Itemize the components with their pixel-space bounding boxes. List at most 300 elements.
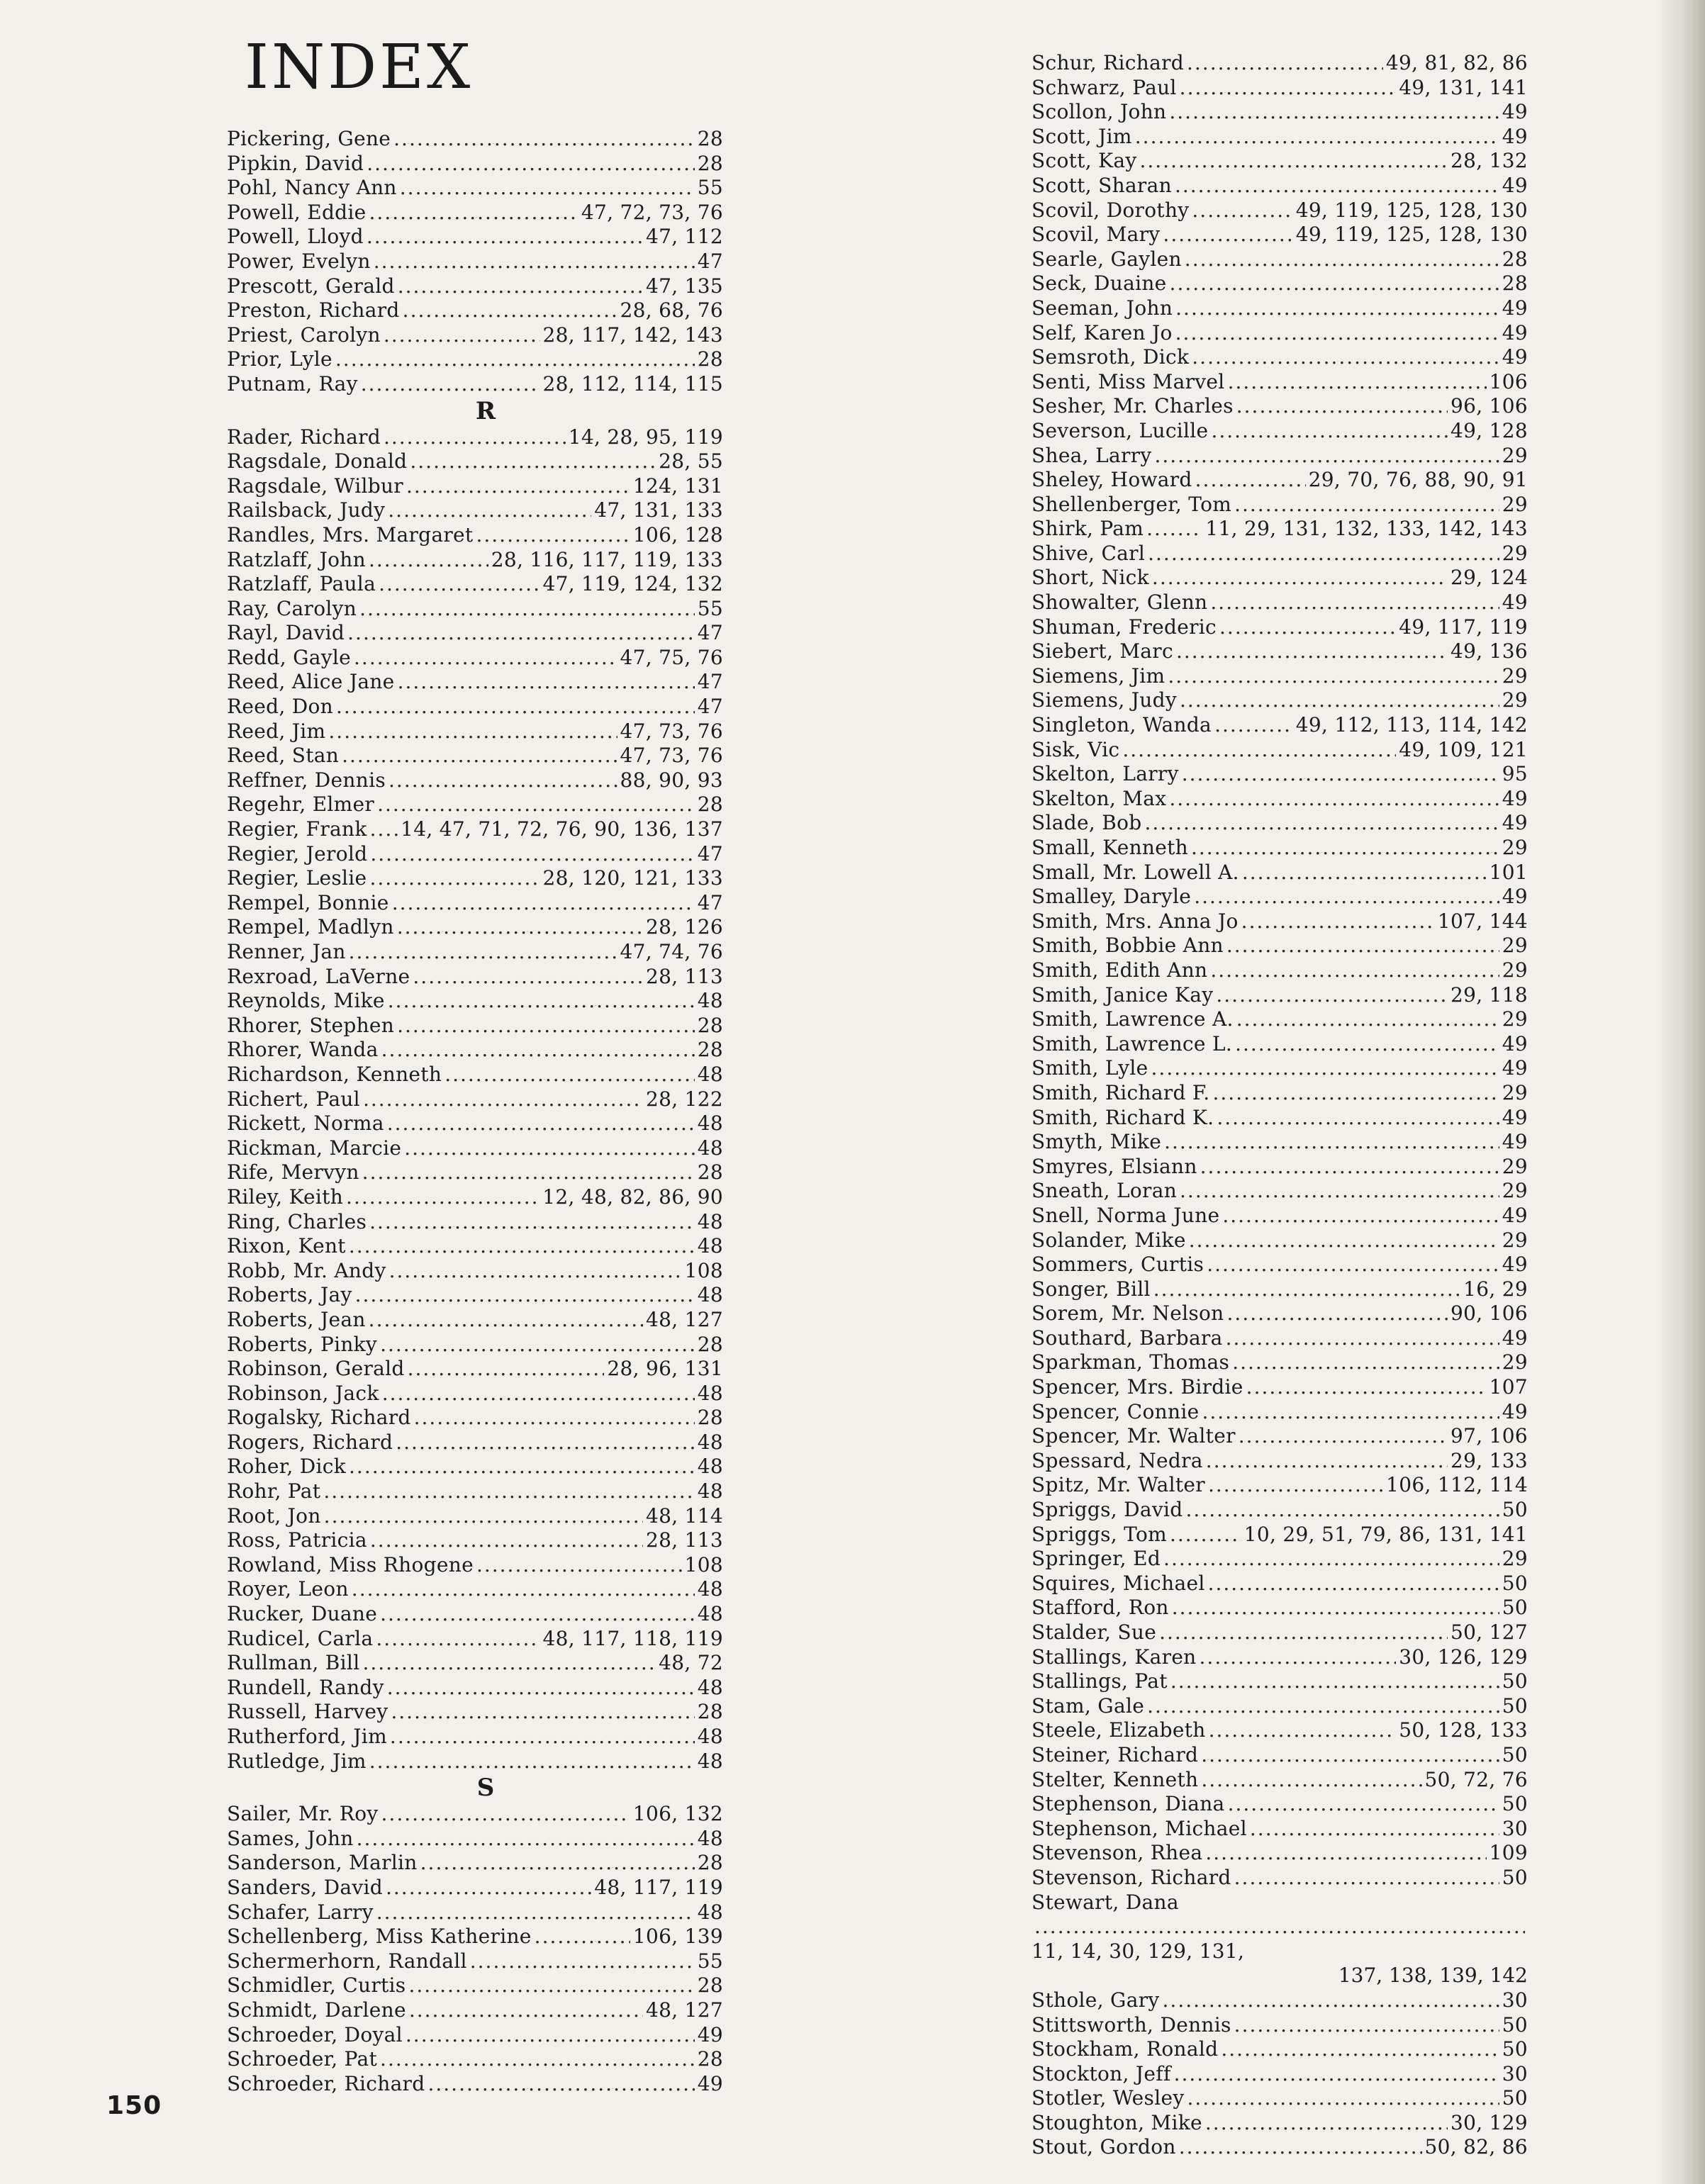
- entry-name: Stotler, Wesley: [1032, 2086, 1185, 2110]
- index-entry: [1032, 1866, 1528, 1891]
- entry-name: Pohl, Nancy Ann: [227, 176, 397, 200]
- leader-dots: [1239, 1424, 1448, 1449]
- entry-name: Smith, Lawrence L.: [1032, 1031, 1233, 1055]
- leader-dots: [347, 621, 695, 646]
- entry-pages: 47, 112: [646, 225, 723, 249]
- entry-pages: 47, 119, 124, 132: [542, 572, 723, 596]
- index-entry: [227, 323, 723, 348]
- entry-name: Snell, Norma June: [1032, 1203, 1220, 1227]
- leader-dots: [369, 1749, 695, 1774]
- entry-name: Sthole, Gary: [1032, 1988, 1160, 2012]
- leader-dots: [362, 1651, 656, 1676]
- index-entry: [1032, 1253, 1528, 1277]
- entry-pages: 29: [1502, 443, 1528, 467]
- leader-dots: [1172, 1596, 1499, 1620]
- index-entry: [227, 176, 723, 201]
- leader-dots: [1242, 861, 1487, 885]
- entry-pages: 107: [1489, 1375, 1528, 1399]
- entry-name: Railsback, Judy: [227, 498, 386, 522]
- leader-dots: [1202, 1400, 1499, 1425]
- leader-dots: [1226, 934, 1499, 958]
- leader-dots: [379, 572, 540, 597]
- entry-name: Renner, Jan: [227, 940, 346, 963]
- entry-name: Rixon, Kent: [227, 1234, 346, 1258]
- index-entry: [227, 1504, 723, 1529]
- leader-dots: [1180, 76, 1397, 101]
- page-edge-shadow: [1655, 0, 1705, 2184]
- entry-pages: 50, 128, 133: [1399, 1718, 1528, 1742]
- index-entry: [1032, 125, 1528, 150]
- leader-dots: [390, 1725, 695, 1749]
- index-entry: [227, 225, 723, 250]
- entry-name: Power, Evelyn: [227, 249, 371, 273]
- entry-pages: 29: [1502, 1154, 1528, 1178]
- entry-pages: 49, 131, 141: [1399, 75, 1528, 99]
- index-entry: [227, 1479, 723, 1504]
- entry-pages: 49, 119, 125, 128, 130: [1295, 198, 1528, 222]
- entry-name: Reed, Stan: [227, 744, 340, 768]
- leader-dots: [1034, 1915, 1525, 1939]
- index-entry: [227, 1676, 723, 1701]
- index-entry: [227, 2072, 723, 2097]
- index-entry: [227, 1602, 723, 1627]
- entry-name: Rucker, Duane: [227, 1602, 378, 1626]
- entry-name: Powell, Lloyd: [227, 225, 364, 249]
- entry-name: Rowland, Miss Rhogene: [227, 1552, 474, 1577]
- leader-dots: [386, 1876, 591, 1900]
- entry-pages: 29: [1502, 958, 1528, 982]
- entry-pages: 55: [697, 176, 723, 200]
- entry-name: Shive, Carl: [1032, 541, 1146, 565]
- index-entry: [1032, 1841, 1528, 1866]
- index-entry: [1032, 1694, 1528, 1719]
- entry-name: Root, Jon: [227, 1503, 321, 1528]
- entry-name: Schwarz, Paul: [1032, 75, 1177, 99]
- index-entry: [227, 1627, 723, 1652]
- entry-name: Scott, Kay: [1032, 149, 1137, 173]
- index-entry: [1032, 149, 1528, 174]
- index-entry: [227, 1087, 723, 1112]
- entry-pages: 95: [1502, 762, 1528, 786]
- entry-name: Self, Karen Jo: [1032, 320, 1173, 345]
- leader-dots: [384, 323, 540, 348]
- index-entry: [227, 1700, 723, 1725]
- entry-name: Stewart, Dana: [1032, 1890, 1179, 1914]
- leader-dots: [352, 1577, 695, 1602]
- entry-pages: 50: [1502, 1865, 1528, 1889]
- entry-pages: 28, 68, 76: [620, 298, 723, 323]
- entry-pages: 50: [1502, 1742, 1528, 1766]
- index-entry: [227, 1925, 723, 1949]
- index-entry: [227, 1455, 723, 1479]
- leader-dots: [1179, 2135, 1422, 2160]
- index-entry: [1032, 811, 1528, 836]
- entry-pages: 49, 109, 121: [1399, 737, 1528, 761]
- entry-pages: 28, 117, 142, 143: [542, 323, 723, 347]
- entry-pages: 49, 81, 82, 86: [1385, 51, 1528, 74]
- entry-name: Severson, Lucille: [1032, 418, 1209, 442]
- leader-dots: [398, 670, 695, 695]
- entry-name: Powell, Eddie: [227, 200, 367, 224]
- index-entry: [1032, 1792, 1528, 1817]
- leader-dots: [369, 201, 578, 225]
- entry-name: Steele, Elizabeth: [1032, 1718, 1206, 1742]
- leader-dots: [335, 347, 695, 372]
- entry-name: Steiner, Richard: [1032, 1742, 1199, 1766]
- index-entry: [227, 1283, 723, 1308]
- index-entry: [1032, 2135, 1528, 2160]
- entry-name: Reynolds, Mike: [227, 989, 385, 1013]
- entry-pages: 49: [1502, 1399, 1528, 1423]
- leader-dots: [1205, 2111, 1448, 2136]
- entry-pages: 50, 82, 86: [1424, 2135, 1528, 2159]
- entry-name: Reed, Alice Jane: [227, 670, 395, 694]
- index-entry: [227, 768, 723, 793]
- entry-pages: 28, 55: [659, 449, 723, 474]
- entry-pages: 106, 112, 114: [1386, 1473, 1528, 1497]
- entry-pages: 49, 136: [1450, 639, 1528, 663]
- index-entry: [1032, 2086, 1528, 2111]
- entry-name: Rutherford, Jim: [227, 1725, 387, 1748]
- entry-name: Sailer, Mr. Roy: [227, 1802, 379, 1826]
- entry-pages: 29: [1502, 492, 1528, 516]
- leader-dots: [392, 891, 695, 916]
- leader-dots: [1147, 1694, 1499, 1719]
- index-entry: [1032, 1669, 1528, 1694]
- entry-pages: 28, 132: [1450, 149, 1528, 173]
- index-entry: [1032, 247, 1528, 272]
- leader-dots: [1210, 958, 1499, 983]
- leader-dots: [1214, 713, 1293, 738]
- leader-dots: [369, 1308, 643, 1333]
- leader-dots: [1200, 1155, 1499, 1180]
- entry-pages: 49: [697, 2022, 723, 2046]
- entry-name: Slade, Bob: [1032, 811, 1142, 835]
- entry-pages: 48: [697, 1430, 723, 1454]
- index-entry: [1032, 1891, 1528, 1988]
- leader-dots: [1175, 321, 1499, 346]
- index-entry: [227, 474, 723, 499]
- entry-name: Priest, Carolyn: [227, 323, 381, 347]
- index-entry: [1032, 1228, 1528, 1253]
- leader-dots: [408, 1973, 694, 1998]
- leader-dots: [1234, 493, 1499, 517]
- entry-name: Spriggs, David: [1032, 1498, 1183, 1522]
- entry-pages: 47: [697, 695, 723, 719]
- entry-name: Smalley, Daryle: [1032, 885, 1192, 909]
- leader-dots: [349, 1234, 695, 1259]
- entry-name: Rohr, Pat: [227, 1479, 321, 1503]
- entry-pages: 29, 124: [1450, 566, 1528, 590]
- index-entry: [227, 965, 723, 990]
- leader-dots: [400, 176, 695, 201]
- leader-dots: [397, 1014, 695, 1038]
- index-entry: [227, 2047, 723, 2072]
- entry-name: Roberts, Jay: [227, 1283, 352, 1307]
- leader-dots: [476, 1553, 682, 1578]
- index-entry: [1032, 100, 1528, 125]
- entry-pages: 49: [697, 2071, 723, 2095]
- leader-dots: [406, 2023, 695, 2048]
- index-entry: [227, 274, 723, 299]
- index-entry: [227, 1528, 723, 1553]
- leader-dots: [420, 1851, 695, 1876]
- index-entry: [1032, 223, 1528, 247]
- index-entry: [227, 1725, 723, 1749]
- entry-name: Rife, Mervyn: [227, 1160, 359, 1185]
- leader-dots: [380, 1602, 695, 1627]
- leader-dots: [393, 127, 695, 152]
- entry-pages: 29: [1502, 1547, 1528, 1571]
- index-entry: [1032, 2037, 1528, 2062]
- leader-dots: [377, 793, 695, 817]
- index-entry: [1032, 762, 1528, 787]
- leader-dots: [359, 597, 695, 622]
- entry-name: Preston, Richard: [227, 298, 400, 323]
- entry-pages: 28, 112, 114, 115: [542, 371, 723, 396]
- entry-pages: 47: [697, 670, 723, 694]
- entry-pages: 48, 117, 118, 119: [542, 1626, 723, 1650]
- index-entry: [1032, 639, 1528, 664]
- entry-name: Regehr, Elmer: [227, 793, 375, 817]
- leader-dots: [404, 1136, 695, 1161]
- entry-name: Sheley, Howard: [1032, 468, 1192, 492]
- page-number: 150: [106, 2091, 162, 2120]
- entry-pages: 49, 112, 113, 114, 142: [1295, 713, 1528, 737]
- index-entry: [227, 670, 723, 695]
- entry-name: Ratzlaff, John: [227, 547, 366, 571]
- entry-pages: 28: [697, 1038, 723, 1062]
- index-entry: [227, 449, 723, 474]
- entry-pages: 28: [697, 2047, 723, 2071]
- leader-dots: [1194, 885, 1499, 909]
- entry-name: Rutledge, Jim: [227, 1749, 367, 1773]
- entry-pages: 50: [1502, 2086, 1528, 2110]
- entry-pages: 30: [1502, 1816, 1528, 1840]
- index-entry: [1032, 51, 1528, 76]
- index-entry: [227, 1949, 723, 1974]
- index-entry: [227, 597, 723, 622]
- entry-name: Small, Kenneth: [1032, 836, 1188, 859]
- leader-dots: [361, 372, 540, 397]
- entry-pages: 97, 106: [1450, 1424, 1528, 1448]
- entry-name: Rempel, Madlyn: [227, 915, 394, 939]
- entry-pages: 49: [1502, 1031, 1528, 1055]
- entry-name: Redd, Gayle: [227, 645, 352, 669]
- leader-dots: [1208, 1473, 1383, 1498]
- index-entry: [227, 201, 723, 225]
- leader-dots: [1219, 615, 1396, 640]
- index-entry: [227, 1876, 723, 1900]
- entry-name: Southard, Barbara: [1032, 1326, 1223, 1350]
- entry-pages: 48: [697, 1749, 723, 1773]
- entry-name: Stephenson, Michael: [1032, 1816, 1247, 1840]
- entry-name: Seeman, John: [1032, 296, 1173, 320]
- entry-name: Spencer, Mrs. Birdie: [1032, 1375, 1243, 1399]
- entry-pages: 49: [1502, 786, 1528, 810]
- entry-pages: 47: [697, 249, 723, 273]
- index-entry: [227, 2023, 723, 2048]
- entry-pages: 107, 144: [1437, 909, 1528, 933]
- entry-name: Putnam, Ray: [227, 371, 358, 396]
- entry-pages: 30: [1502, 2061, 1528, 2085]
- index-entry: [1032, 517, 1528, 542]
- leader-dots: [403, 298, 617, 323]
- index-entry: [227, 523, 723, 548]
- entry-pages: 28, 122: [646, 1087, 723, 1111]
- entry-pages: 28, 113: [646, 1528, 723, 1552]
- entry-name: Singleton, Wanda: [1032, 713, 1212, 737]
- entry-name: Small, Mr. Lowell A.: [1032, 860, 1239, 884]
- entry-pages: 49: [1502, 1253, 1528, 1277]
- entry-pages: 108: [684, 1258, 723, 1282]
- index-entry: [227, 1234, 723, 1259]
- entry-name: Schroeder, Pat: [227, 2047, 378, 2071]
- leader-dots: [1228, 370, 1487, 395]
- entry-pages: 29, 70, 76, 88, 90, 91: [1308, 468, 1528, 492]
- entry-name: Siebert, Marc: [1032, 639, 1173, 663]
- entry-name: Shirk, Pam: [1032, 517, 1144, 541]
- entry-name: Riley, Keith: [227, 1185, 344, 1209]
- entry-pages: 55: [697, 596, 723, 620]
- index-entry: [1032, 1277, 1528, 1302]
- entry-name: Stoughton, Mike: [1032, 2110, 1202, 2134]
- entry-name: Stallings, Karen: [1032, 1645, 1197, 1669]
- leader-dots: [1207, 1253, 1499, 1277]
- entry-pages: 48: [697, 1577, 723, 1601]
- entry-name: Rundell, Randy: [227, 1675, 384, 1699]
- index-entry: [227, 1827, 723, 1852]
- leader-dots: [370, 842, 694, 867]
- index-entry: [227, 915, 723, 940]
- index-entry: [227, 127, 723, 152]
- entry-pages: 28, 116, 117, 119, 133: [491, 547, 723, 571]
- entry-pages: 49: [1502, 1326, 1528, 1350]
- entry-name: Spencer, Mr. Walter: [1032, 1424, 1236, 1448]
- leader-dots: [389, 1259, 682, 1284]
- index-entry: [1032, 885, 1528, 909]
- index-entry: [1032, 1032, 1528, 1057]
- index-entry: [1032, 836, 1528, 861]
- entry-pages: 47: [697, 841, 723, 866]
- leader-dots: [1246, 1375, 1487, 1400]
- entry-pages: 50: [1502, 1596, 1528, 1620]
- index-entry: [227, 1111, 723, 1136]
- entry-name: Scollon, John: [1032, 100, 1167, 124]
- index-entry: [1032, 1301, 1528, 1326]
- entry-name: Roberts, Pinky: [227, 1332, 378, 1356]
- entry-name: Rhorer, Stephen: [227, 1013, 395, 1037]
- entry-name: Stallings, Pat: [1032, 1669, 1168, 1693]
- entry-pages: 28: [1502, 271, 1528, 296]
- entry-pages: 29: [1502, 688, 1528, 712]
- entry-name: Sneath, Loran: [1032, 1179, 1178, 1203]
- index-entry: [1032, 1056, 1528, 1081]
- index-column-right: [1032, 51, 1528, 2160]
- leader-dots: [1182, 762, 1499, 787]
- entry-pages: 28: [697, 347, 723, 371]
- entry-pages: 47, 73, 76: [620, 719, 723, 743]
- leader-dots: [414, 1406, 695, 1430]
- entry-name: Ratzlaff, Paula: [227, 572, 376, 596]
- entry-name: Sesher, Mr. Charles: [1032, 394, 1234, 418]
- entry-pages: 47, 135: [646, 274, 723, 298]
- entry-name: Reed, Jim: [227, 719, 326, 743]
- leader-dots: [381, 1802, 630, 1827]
- leader-dots: [1191, 836, 1499, 861]
- leader-dots: [1163, 1547, 1499, 1572]
- leader-dots: [324, 1504, 643, 1529]
- entry-name: Richardson, Kenneth: [227, 1062, 442, 1086]
- entry-pages: 50: [1502, 1571, 1528, 1595]
- leader-dots: [1153, 1277, 1460, 1302]
- leader-dots: [1234, 1866, 1499, 1891]
- index-entry: [1032, 1375, 1528, 1400]
- entry-name: Semsroth, Dick: [1032, 345, 1190, 369]
- entry-name: Pickering, Gene: [227, 127, 391, 150]
- index-entry: [227, 1160, 723, 1185]
- entry-name: Richert, Paul: [227, 1087, 360, 1111]
- entry-name: Skelton, Larry: [1032, 762, 1179, 786]
- leader-dots: [1170, 1669, 1499, 1694]
- entry-name: Rempel, Bonnie: [227, 890, 389, 914]
- entry-pages: 48: [697, 1381, 723, 1405]
- index-entry: [227, 1851, 723, 1876]
- index-entry: [227, 1749, 723, 1774]
- leader-dots: [413, 965, 643, 990]
- entry-name: Stockton, Jeff: [1032, 2061, 1171, 2085]
- entry-pages: 49: [1502, 811, 1528, 835]
- entry-pages: 48, 72: [659, 1651, 723, 1675]
- entry-name: Spriggs, Tom: [1032, 1522, 1167, 1546]
- entry-name: Ring, Charles: [227, 1209, 367, 1233]
- entry-name: Squires, Michael: [1032, 1571, 1205, 1595]
- index-entry: [227, 1185, 723, 1210]
- entry-name: Spitz, Mr. Walter: [1032, 1473, 1205, 1497]
- leader-dots: [1234, 2013, 1499, 2038]
- entry-name: Rickett, Norma: [227, 1111, 384, 1136]
- entry-name: Randles, Mrs. Margaret: [227, 522, 474, 547]
- leader-dots: [1185, 247, 1499, 272]
- entry-pages: 48: [697, 1283, 723, 1307]
- entry-pages: 108: [684, 1552, 723, 1577]
- leader-dots: [369, 866, 540, 891]
- index-entry: [227, 842, 723, 867]
- index-entry: [1032, 1007, 1528, 1032]
- entry-pages: 50: [1502, 1669, 1528, 1693]
- entry-pages: 10, 29, 51, 79, 86, 131, 141: [1243, 1522, 1528, 1546]
- entry-name: Skelton, Max: [1032, 786, 1167, 810]
- entry-name: Stephenson, Diana: [1032, 1792, 1225, 1816]
- entry-name: Rayl, David: [227, 621, 345, 645]
- leader-dots: [363, 1087, 643, 1112]
- index-entry: [227, 250, 723, 274]
- leader-dots: [1241, 909, 1435, 934]
- entry-name: Spencer, Connie: [1032, 1399, 1200, 1423]
- entry-pages: 48, 114: [646, 1503, 723, 1528]
- index-entry: [1032, 1204, 1528, 1228]
- entry-pages: 49: [1502, 1130, 1528, 1154]
- leader-dots: [397, 915, 643, 940]
- entry-name: Schafer, Larry: [227, 1900, 374, 1924]
- entry-pages: 29: [1502, 1080, 1528, 1104]
- index-entry: [227, 1998, 723, 2023]
- index-entry: [1032, 2013, 1528, 2038]
- entry-name: Sisk, Vic: [1032, 737, 1120, 761]
- index-entry: [1032, 787, 1528, 812]
- index-entry: [1032, 566, 1528, 590]
- entry-name: Robinson, Jack: [227, 1381, 379, 1405]
